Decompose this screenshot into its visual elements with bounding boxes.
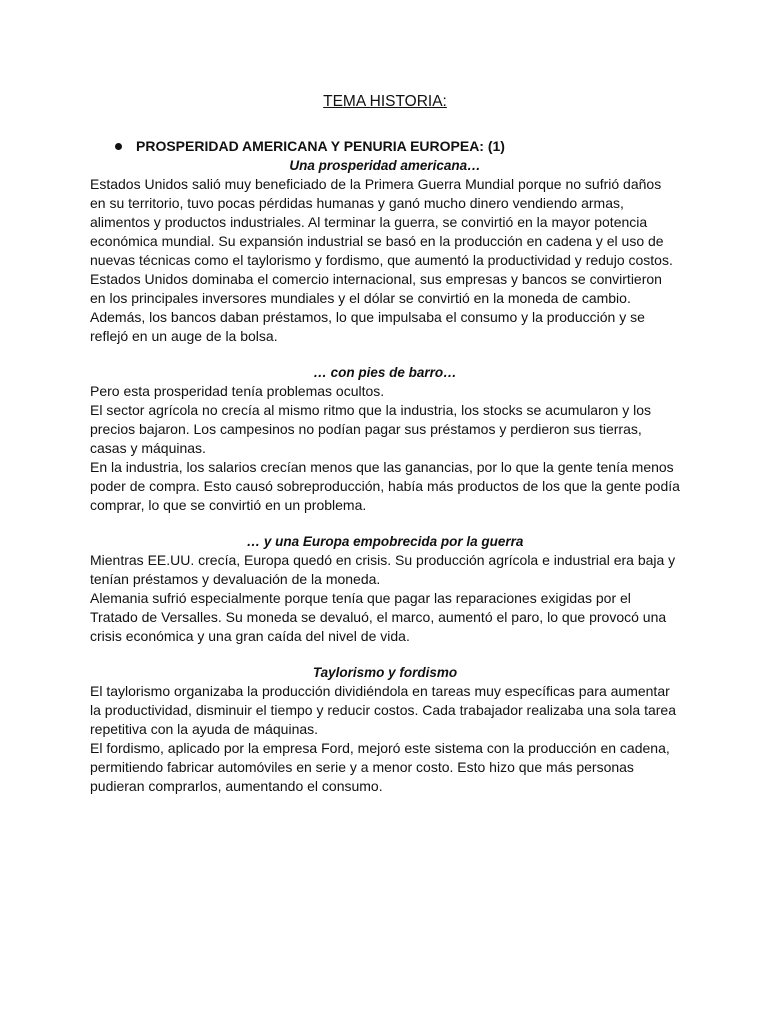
section-subtitle: Una prosperidad americana… bbox=[289, 158, 481, 173]
section-paragraph: El fordismo, aplicado por la empresa Ford, mejoró este sistema con la producción en cadena, permitiendo fabricar automóviles en serie y a menor costo. Esto hizo que más personas pudieran comprarlos, aumentando el consumo. bbox=[90, 740, 670, 794]
section-subtitle: Taylorismo y fordismo bbox=[312, 665, 458, 680]
section-paragraph: El sector agrícola no crecía al mismo ritmo que la industria, los stocks se acumularon y los precios bajaron. Los campesinos no podían pagar sus préstamos y perdieron sus tierras, casas y máquinas. bbox=[90, 402, 652, 456]
section-paragraph: Alemania sufrió especialmente porque tenía que pagar las reparaciones exigidas por el Tratado de Versalles. Su moneda se devaluó, el marco, aumentó el paro, lo que provocó una crisis económica y una gran caída del nivel de vida. bbox=[90, 590, 667, 644]
section-paragraph: Estados Unidos salió muy beneficiado de la Primera Guerra Mundial porque no sufrió daños en su territorio, tuvo pocas pérdidas humanas y ganó mucho dinero vendiendo armas, alimentos y productos industriales. Al terminar la guerra, se convirtió en la mayor potencia económica mundial. Su expansión industrial se basó en la producción en cadena y el uso de nuevas técnicas como el taylorismo y fordismo, que aumentó la productividad y redujo costos. bbox=[90, 176, 673, 268]
section-subtitle: … con pies de barro… bbox=[313, 365, 457, 380]
main-heading-text: PROSPERIDAD AMERICANA Y PENURIA EUROPEA: (1) bbox=[136, 138, 505, 154]
main-heading bbox=[115, 137, 680, 156]
document-content bbox=[90, 92, 680, 796]
document-title: TEMA HISTORIA: bbox=[323, 93, 447, 110]
section-paragraph: Pero esta prosperidad tenía problemas ocultos. bbox=[90, 383, 385, 399]
section-paragraph: El taylorismo organizaba la producción dividiéndola en tareas muy específicas para aumentar la productividad, disminuir el tiempo y reducir costos. Cada trabajador realizaba una sola tarea repetitiva con la ayuda de máquinas. bbox=[90, 683, 676, 737]
section-taylorismo bbox=[90, 663, 680, 796]
section-subtitle: … y una Europa empobrecida por la guerra bbox=[246, 534, 524, 549]
section-pies-de-barro bbox=[90, 363, 680, 515]
section-europa bbox=[90, 532, 680, 646]
section-paragraph: Estados Unidos dominaba el comercio internacional, sus empresas y bancos se convirtieron en los principales inversores mundiales y el dólar se convirtió en la moneda de cambio. Además, los bancos daban préstamos, lo que impulsaba el consumo y la producción y se reflejó en un auge de la bolsa. bbox=[90, 271, 662, 344]
section-paragraph: Mientras EE.UU. crecía, Europa quedó en crisis. Su producción agrícola e industrial era baja y tenían préstamos y devaluación de la moneda. bbox=[90, 552, 676, 587]
section-paragraph: En la industria, los salarios crecían menos que las ganancias, por lo que la gente tenía menos poder de compra. Esto causó sobreproducción, había más productos de los que la gente podía comprar, lo que se convirtió en un problema. bbox=[90, 459, 680, 513]
bullet-icon bbox=[115, 143, 122, 150]
section-prosperidad bbox=[90, 156, 680, 346]
